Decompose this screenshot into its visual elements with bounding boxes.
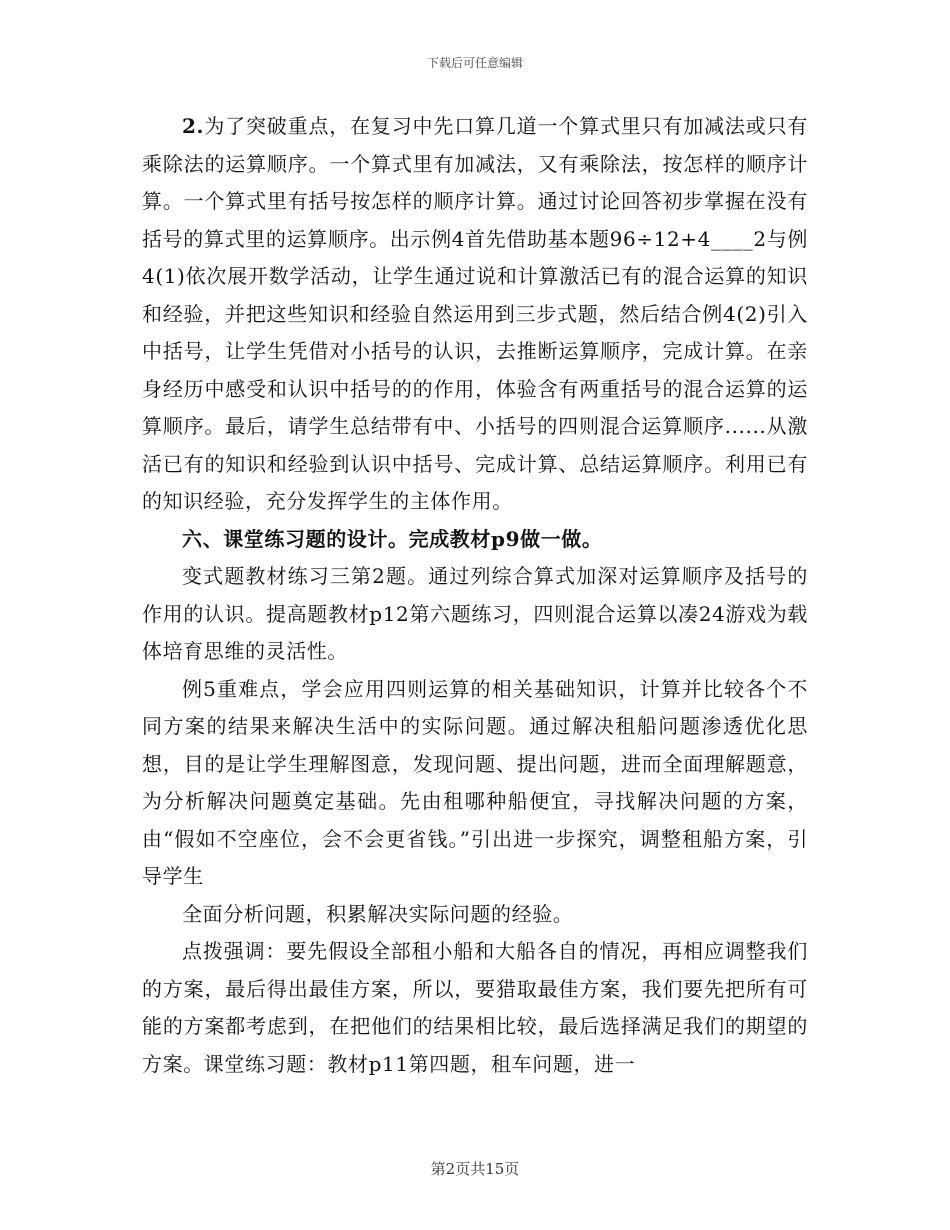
paragraph-1-number: 2. [182, 114, 205, 138]
paragraph-key-points: 点拨强调：要先假设全部租小船和大船各自的情况，再相应调整我们的方案，最后得出最佳方案，所以，要猎取最佳方案，我们要先把所有可能的方案都考虑到，在把他们的结果相比较，最后选择满足我们的期望的方案。课堂练习题：教材p11第四题，租车问题，进一 [142, 939, 808, 1076]
page-number: 第2页共15页 [430, 1160, 520, 1178]
paragraph-1 [142, 108, 808, 521]
page-header: 下载后可任意编辑 [426, 56, 523, 70]
section-heading-classroom-exercises: 六、课堂练习题的设计。完成教材p9做一做。 [182, 526, 603, 551]
paragraph-variant-questions: 变式题教材练习三第2题。通过列综合算式加深对运算顺序及括号的作用的认识。提高题教材p12第六题练习，四则混合运算以凑24游戏为载体培育思维的灵活性。 [142, 564, 808, 663]
paragraph-comprehensive-analysis: 全面分析问题，积累解决实际问题的经验。 [182, 901, 574, 926]
document-body [142, 108, 808, 1083]
paragraph-example-5: 例5重难点，学会应用四则运算的相关基础知识，计算并比较各个不同方案的结果来解决生活中的实际问题。通过解决租船问题渗透优化思想，目的是让学生理解图意，发现问题、提出问题，进而全面理解题意，为分析解决问题奠定基础。先由租哪种船便宜，寻找解决问题的方案，由“假如不空座位，会不会更省钱。”引出进一步探究，调整租船方案，引导学生 [142, 676, 808, 888]
paragraph-1-text: 为了突破重点，在复习中先口算几道一个算式里只有加减法或只有乘除法的运算顺序。一个算式里有加减法，又有乘除法，按怎样的顺序计算。一个算式里有括号按怎样的顺序计算。通过讨论回答初步掌握在没有括号的算式里的运算顺序。出示例4首先借助基本题96÷12+4____2与例4(1)依次展开数学活动，让学生通过说和计算激活已有的混合运算的知识和经验，并把这些知识和经验自然运用到三步式题，然后结合例4(2)引入中括号，让学生凭借对小括号的认识，去推断运算顺序，完成计算。在亲身经历中感受和认识中括号的的作用，体验含有两重括号的混合运算的运算顺序。最后，请学生总结带有中、小括号的四则混合运算顺序......从激活已有的知识和经验到认识中括号、完成计算、总结运算顺序。利用已有的知识经验，充分发挥学生的主体作用。 [142, 114, 808, 513]
